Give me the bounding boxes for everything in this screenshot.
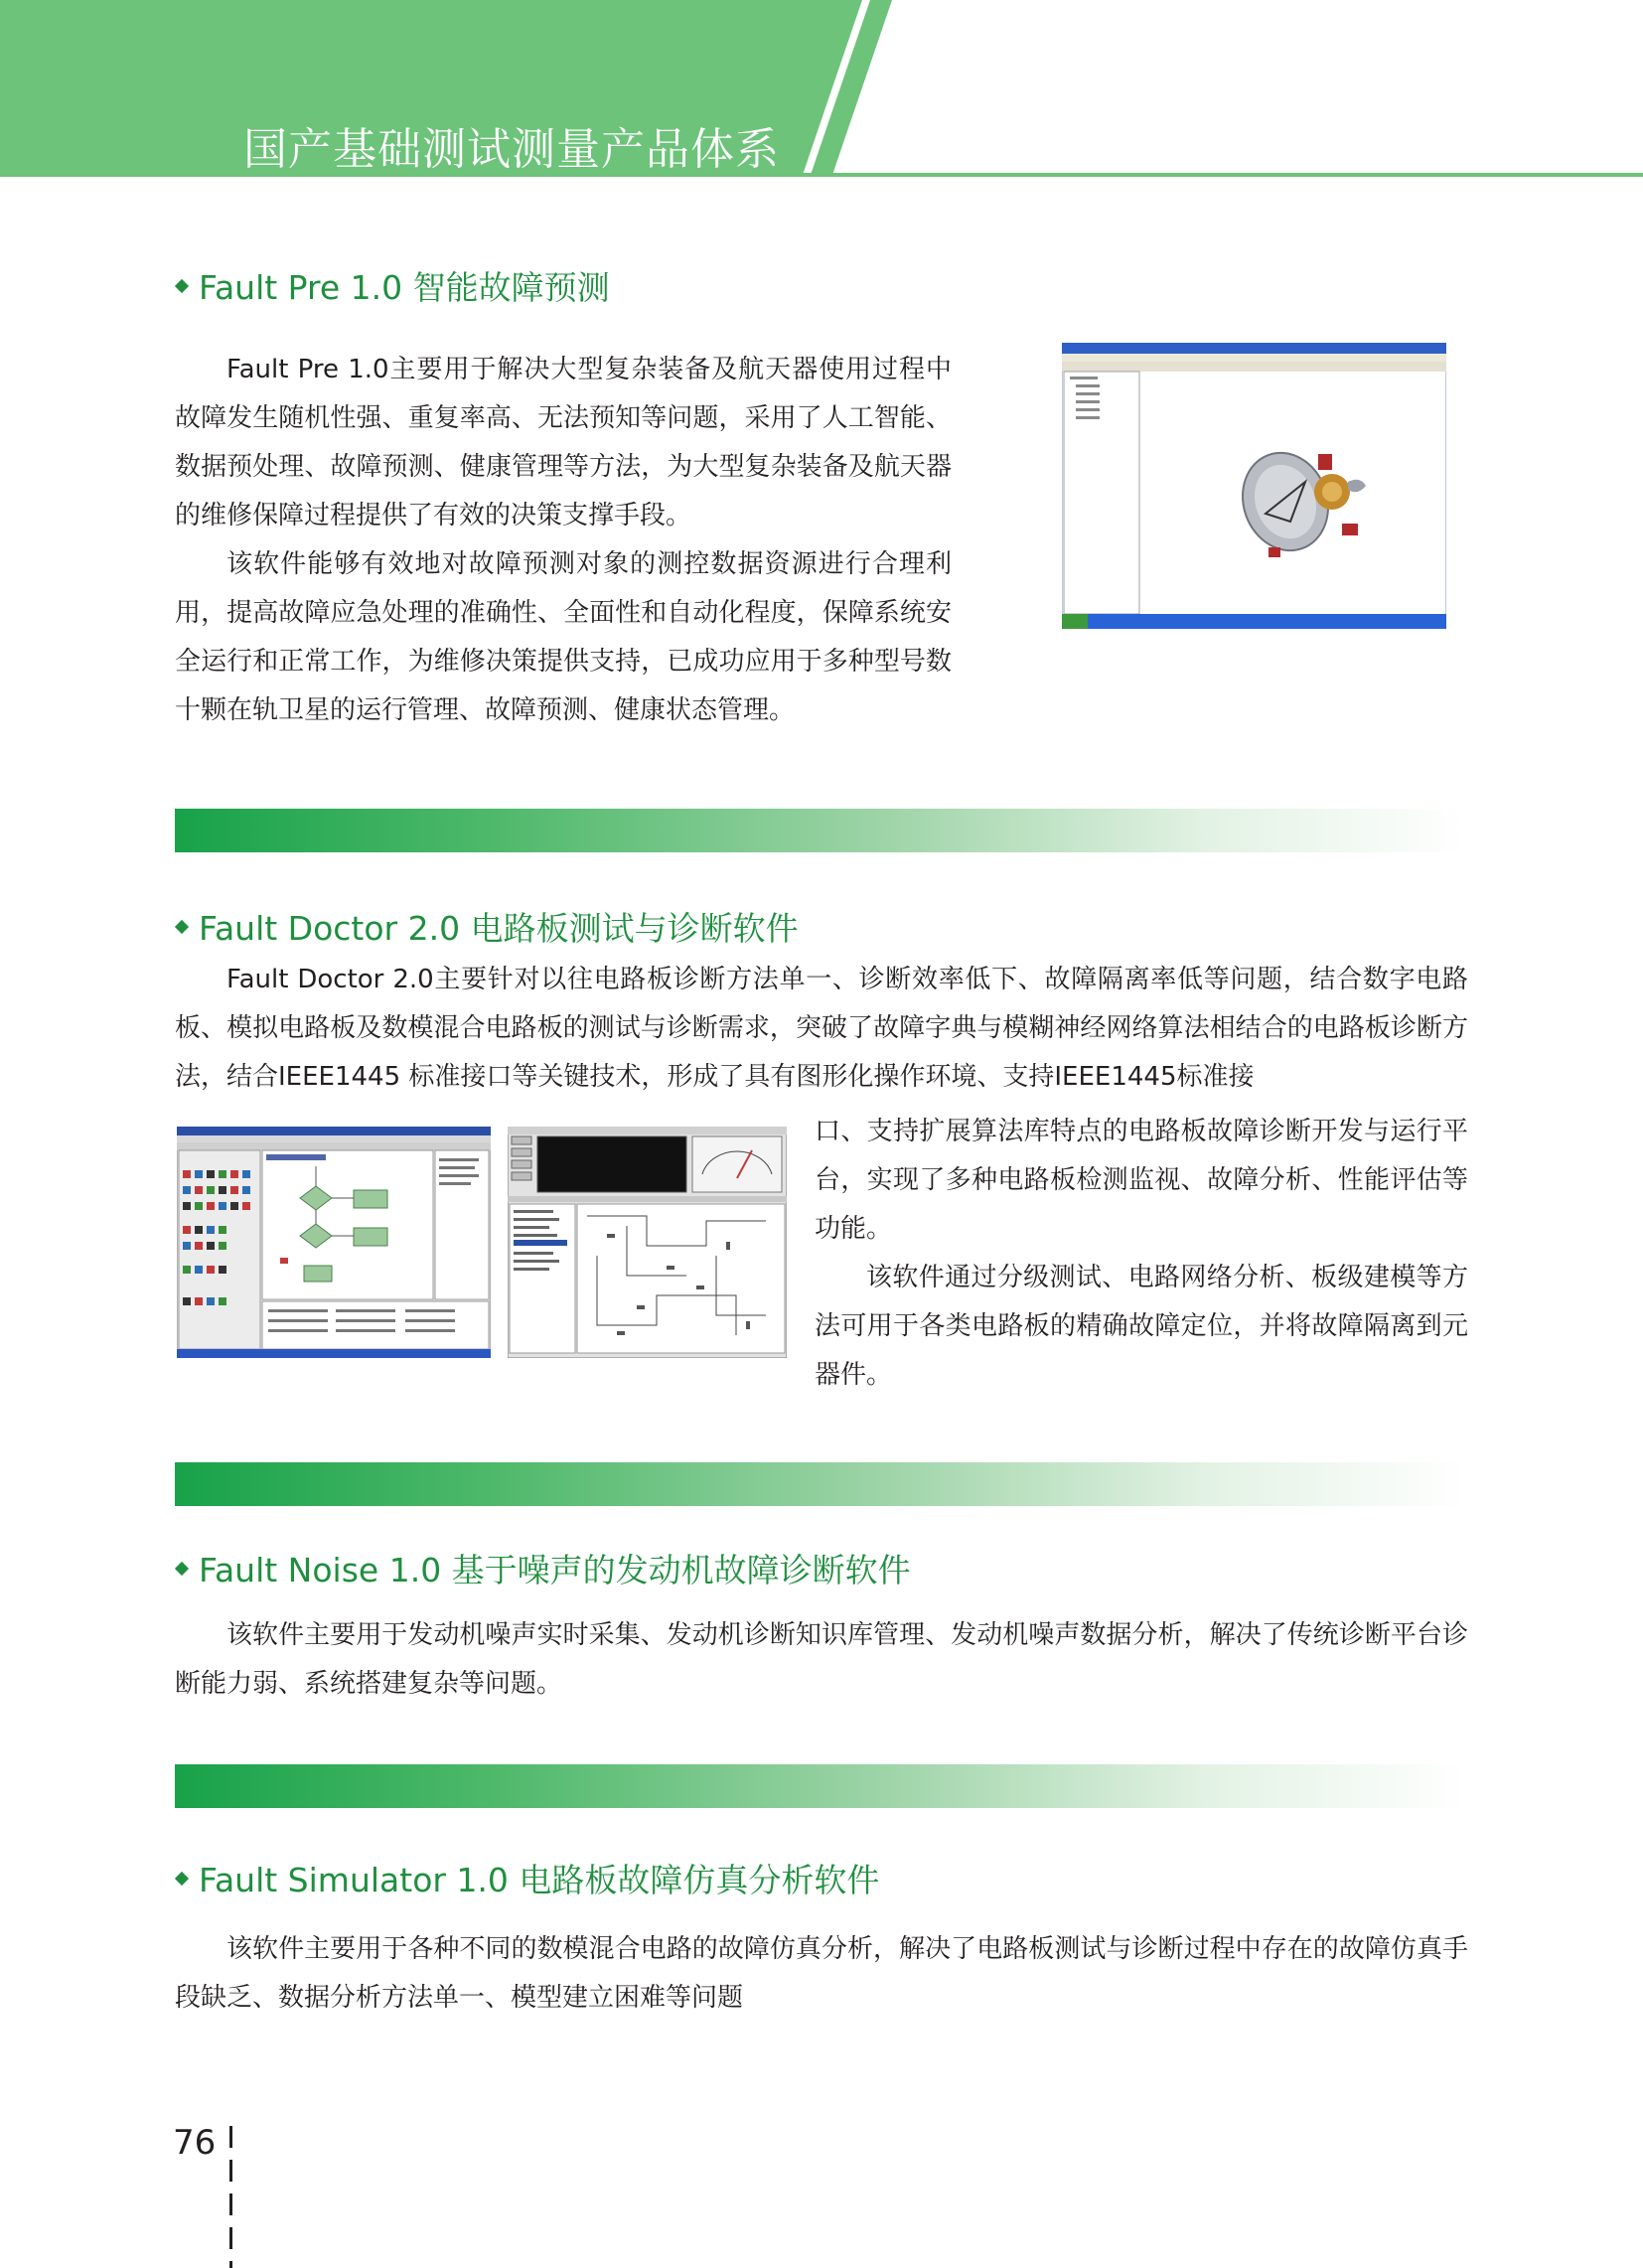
section-heading-text: Fault Simulator 1.0 电路板故障仿真分析软件 (199, 1861, 880, 1899)
page-header-banner (0, 0, 1643, 179)
diamond-bullet-icon (175, 1871, 189, 1885)
section-heading-text: Fault Pre 1.0 智能故障预测 (199, 268, 610, 307)
paragraph: 该软件能够有效地对故障预测对象的测控数据资源进行合理利用，提高故障应急处理的准确性、全面性和自动化程度，保障系统安全运行和正常工作，为维修决策提供支持，已成功应用于多种型号数十颗在轨卫星的运行管理、故障预测、健康状态管理。 (175, 549, 952, 725)
section-separator-bar (175, 1764, 1466, 1808)
diamond-bullet-icon (175, 278, 189, 292)
page-number-dashed-rule (229, 2126, 232, 2268)
section-heading-fault-simulator (177, 1855, 879, 1901)
fault-pre-screenshot (1062, 343, 1446, 629)
paragraph: 该软件主要用于各种不同的数模混合电路的故障仿真分析，解决了电路板测试与诊断过程中存在的故障仿真手段缺乏、数据分析方法单一、模型建立困难等问题 (175, 1934, 1468, 2013)
header-title: 国产基础测试测量产品体系 (243, 124, 780, 175)
paragraph: Fault Pre 1.0主要用于解决大型复杂装备及航天器使用过程中故障发生随机性强、重复率高、无法预知等问题，采用了人工智能、数据预处理、故障预测、健康管理等方法，为大型复杂装备及航天器的维修保障过程提供了有效的决策支撑手段。 (175, 355, 952, 530)
diamond-bullet-icon (175, 1561, 189, 1575)
section-heading-fault-doctor (177, 903, 799, 950)
fault-doctor-circuit-screenshot (508, 1127, 787, 1358)
section-heading-text: Fault Noise 1.0 基于噪声的发动机故障诊断软件 (199, 1551, 911, 1589)
section-separator-bar (175, 1462, 1466, 1506)
paragraph: 该软件通过分级测试、电路网络分析、板级建模等方法可用于各类电路板的精确故障定位，并将故障隔离到元器件。 (815, 1263, 1468, 1390)
paragraph: Fault Doctor 2.0主要针对以往电路板诊断方法单一、诊断效率低下、故障隔离率低等问题，结合数字电路板、模拟电路板及数模混合电路板的测试与诊断需求，突破了故障字典与模糊神经网络算法相结合的电路板诊断方法，结合IEEE1445 标准接口等关键技术，形成了具有图形化操作环境、支持IEEE1445标准接 (175, 965, 1468, 1092)
paragraph: 口、支持扩展算法库特点的电路板故障诊断开发与运行平台，实现了多种电路板检测监视、故障分析、性能评估等功能。 (815, 1117, 1468, 1244)
section-heading-fault-noise (177, 1545, 911, 1591)
page-number: 76 (173, 2123, 217, 2163)
section-heading-fault-pre (177, 262, 610, 309)
diamond-bullet-icon (175, 919, 189, 933)
section-heading-text: Fault Doctor 2.0 电路板测试与诊断软件 (199, 909, 799, 948)
section-separator-bar (175, 809, 1466, 852)
paragraph: 该软件主要用于发动机噪声实时采集、发动机诊断知识库管理、发动机噪声数据分析，解决了传统诊断平台诊断能力弱、系统搭建复杂等问题。 (175, 1620, 1468, 1699)
fault-doctor-flow-screenshot (177, 1127, 491, 1358)
